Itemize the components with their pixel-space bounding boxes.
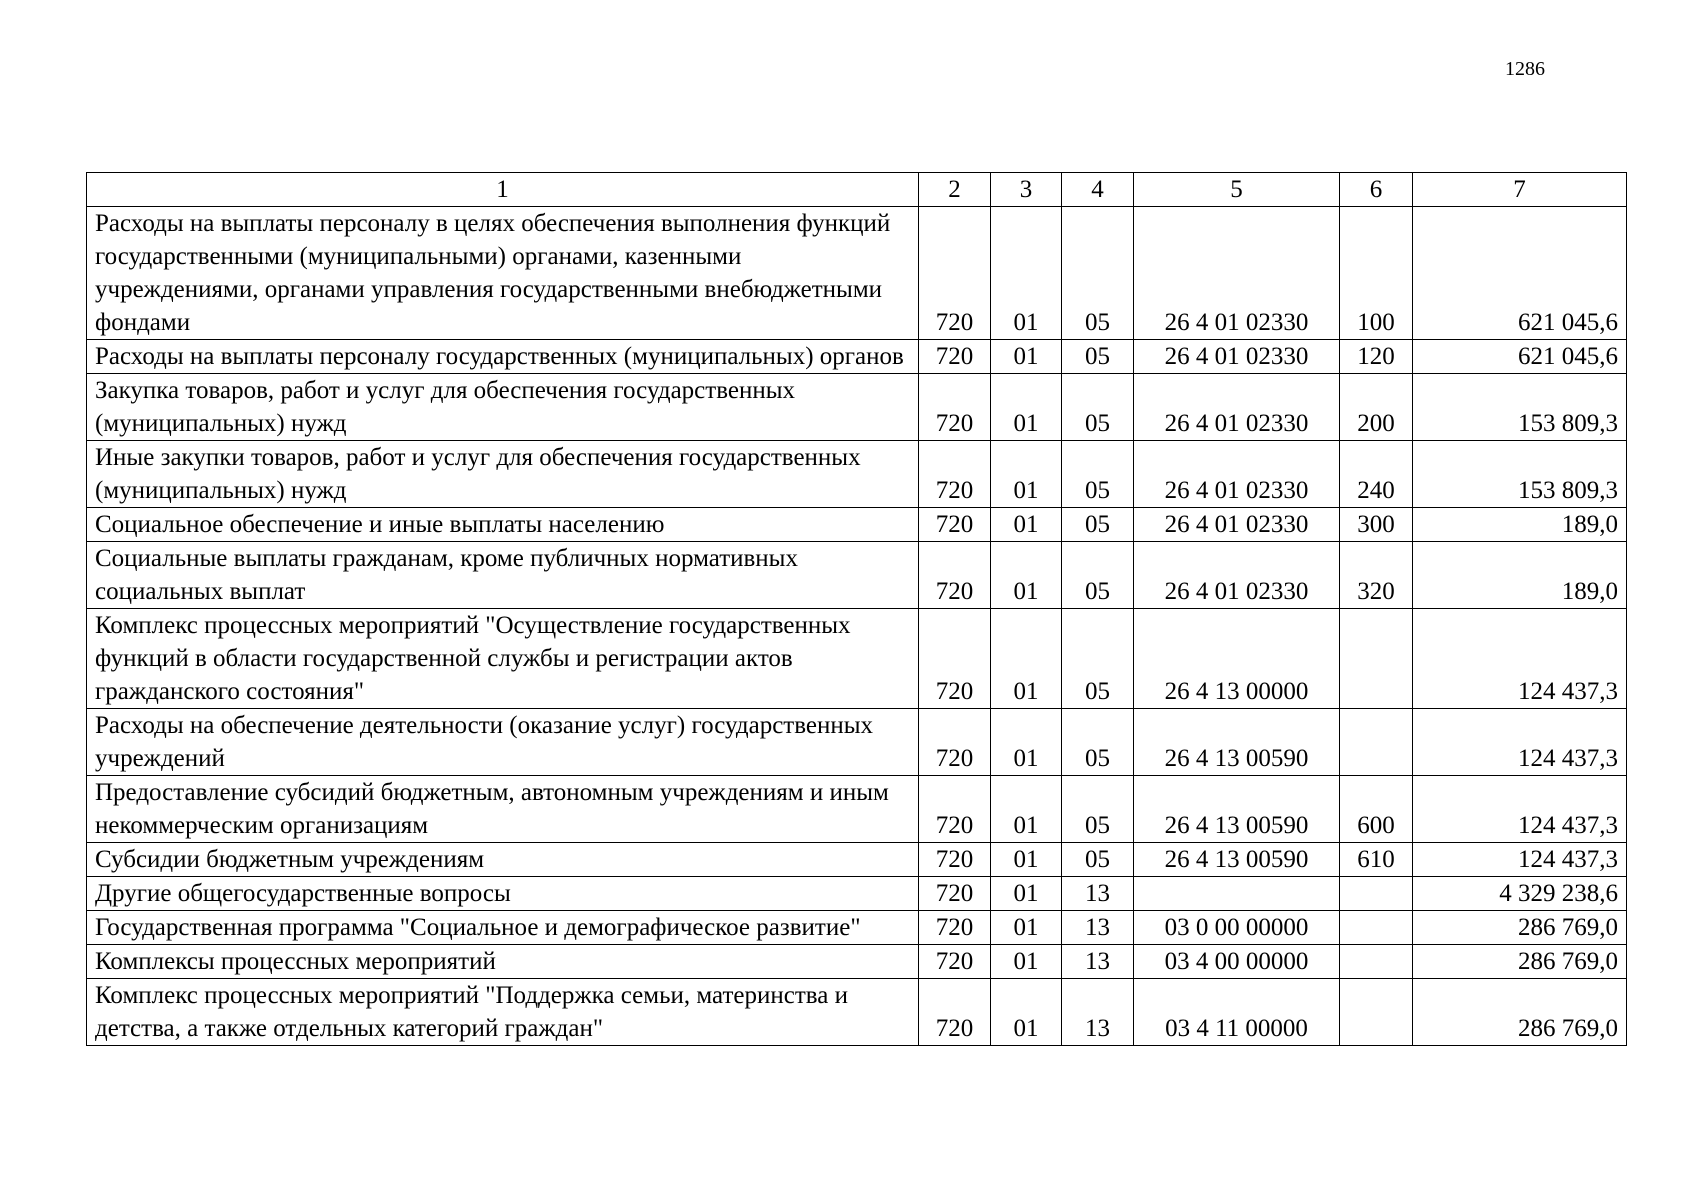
expense-type-code — [1340, 609, 1413, 709]
ministry-code: 720 — [919, 776, 991, 843]
column-header: 1 — [87, 173, 919, 207]
target-article-code — [1134, 877, 1340, 911]
row-name: Расходы на выплаты персоналу в целях обеспечения выполнения функций государственными (муниципальными) органами, казенными учреждениями, органами управления государственными внебюджетными фондами — [87, 207, 919, 340]
table-row — [87, 945, 1627, 979]
expense-type-code: 320 — [1340, 542, 1413, 609]
row-name: Комплекс процессных мероприятий "Поддержка семьи, материнства и детства, а также отдельных категорий граждан" — [87, 979, 919, 1046]
table-row — [87, 776, 1627, 843]
target-article-code: 26 4 13 00590 — [1134, 843, 1340, 877]
expense-type-code: 120 — [1340, 340, 1413, 374]
ministry-code: 720 — [919, 979, 991, 1046]
amount: 189,0 — [1413, 542, 1627, 609]
expense-type-code — [1340, 911, 1413, 945]
subsection-code: 13 — [1062, 979, 1134, 1046]
row-name: Комплексы процессных мероприятий — [87, 945, 919, 979]
table-row — [87, 843, 1627, 877]
section-code: 01 — [991, 207, 1062, 340]
section-code: 01 — [991, 709, 1062, 776]
ministry-code: 720 — [919, 508, 991, 542]
amount: 286 769,0 — [1413, 911, 1627, 945]
expense-type-code — [1340, 709, 1413, 776]
row-name: Расходы на выплаты персоналу государственных (муниципальных) органов — [87, 340, 919, 374]
amount: 153 809,3 — [1413, 441, 1627, 508]
column-header: 2 — [919, 173, 991, 207]
table-row — [87, 441, 1627, 508]
subsection-code: 13 — [1062, 911, 1134, 945]
target-article-code: 03 4 11 00000 — [1134, 979, 1340, 1046]
section-code: 01 — [991, 441, 1062, 508]
column-header: 7 — [1413, 173, 1627, 207]
section-code: 01 — [991, 776, 1062, 843]
ministry-code: 720 — [919, 911, 991, 945]
section-code: 01 — [991, 542, 1062, 609]
section-code: 01 — [991, 843, 1062, 877]
table-row — [87, 340, 1627, 374]
section-code: 01 — [991, 945, 1062, 979]
row-name: Закупка товаров, работ и услуг для обеспечения государственных (муниципальных) нужд — [87, 374, 919, 441]
subsection-code: 05 — [1062, 340, 1134, 374]
section-code: 01 — [991, 911, 1062, 945]
section-code: 01 — [991, 609, 1062, 709]
column-header: 6 — [1340, 173, 1413, 207]
subsection-code: 05 — [1062, 508, 1134, 542]
row-name: Другие общегосударственные вопросы — [87, 877, 919, 911]
expense-type-code — [1340, 877, 1413, 911]
amount: 153 809,3 — [1413, 374, 1627, 441]
row-name: Предоставление субсидий бюджетным, автономным учреждениям и иным некоммерческим организациям — [87, 776, 919, 843]
ministry-code: 720 — [919, 945, 991, 979]
amount: 124 437,3 — [1413, 776, 1627, 843]
header-row — [87, 173, 1627, 207]
ministry-code: 720 — [919, 374, 991, 441]
amount: 621 045,6 — [1413, 340, 1627, 374]
ministry-code: 720 — [919, 877, 991, 911]
target-article-code: 26 4 13 00590 — [1134, 709, 1340, 776]
section-code: 01 — [991, 508, 1062, 542]
target-article-code: 03 4 00 00000 — [1134, 945, 1340, 979]
amount: 189,0 — [1413, 508, 1627, 542]
section-code: 01 — [991, 877, 1062, 911]
expense-type-code: 300 — [1340, 508, 1413, 542]
ministry-code: 720 — [919, 609, 991, 709]
target-article-code: 26 4 13 00000 — [1134, 609, 1340, 709]
table-row — [87, 542, 1627, 609]
target-article-code: 26 4 01 02330 — [1134, 374, 1340, 441]
ministry-code: 720 — [919, 542, 991, 609]
row-name: Социальные выплаты гражданам, кроме публичных нормативных социальных выплат — [87, 542, 919, 609]
target-article-code: 26 4 01 02330 — [1134, 508, 1340, 542]
section-code: 01 — [991, 374, 1062, 441]
target-article-code: 03 0 00 00000 — [1134, 911, 1340, 945]
amount: 286 769,0 — [1413, 979, 1627, 1046]
amount: 286 769,0 — [1413, 945, 1627, 979]
subsection-code: 05 — [1062, 709, 1134, 776]
ministry-code: 720 — [919, 843, 991, 877]
amount: 124 437,3 — [1413, 709, 1627, 776]
ministry-code: 720 — [919, 441, 991, 508]
section-code: 01 — [991, 979, 1062, 1046]
row-name: Государственная программа "Социальное и демографическое развитие" — [87, 911, 919, 945]
row-name: Комплекс процессных мероприятий "Осуществление государственных функций в области государственной службы и регистрации актов гражданского состояния" — [87, 609, 919, 709]
ministry-code: 720 — [919, 340, 991, 374]
subsection-code: 05 — [1062, 843, 1134, 877]
section-code: 01 — [991, 340, 1062, 374]
expense-type-code — [1340, 945, 1413, 979]
expense-type-code: 100 — [1340, 207, 1413, 340]
table-row — [87, 911, 1627, 945]
target-article-code: 26 4 13 00590 — [1134, 776, 1340, 843]
budget-table — [86, 172, 1627, 1046]
ministry-code: 720 — [919, 207, 991, 340]
subsection-code: 13 — [1062, 945, 1134, 979]
subsection-code: 05 — [1062, 441, 1134, 508]
subsection-code: 05 — [1062, 207, 1134, 340]
table-row — [87, 609, 1627, 709]
expense-type-code: 200 — [1340, 374, 1413, 441]
subsection-code: 05 — [1062, 374, 1134, 441]
row-name: Иные закупки товаров, работ и услуг для обеспечения государственных (муниципальных) нужд — [87, 441, 919, 508]
subsection-code: 05 — [1062, 542, 1134, 609]
table-row — [87, 709, 1627, 776]
table-row — [87, 508, 1627, 542]
subsection-code: 05 — [1062, 609, 1134, 709]
target-article-code: 26 4 01 02330 — [1134, 207, 1340, 340]
table-row — [87, 374, 1627, 441]
column-header: 3 — [991, 173, 1062, 207]
expense-type-code: 240 — [1340, 441, 1413, 508]
amount: 124 437,3 — [1413, 843, 1627, 877]
column-header: 4 — [1062, 173, 1134, 207]
table-row — [87, 207, 1627, 340]
page-number: 1286 — [1505, 58, 1545, 80]
expense-type-code: 600 — [1340, 776, 1413, 843]
amount: 4 329 238,6 — [1413, 877, 1627, 911]
column-header: 5 — [1134, 173, 1340, 207]
subsection-code: 13 — [1062, 877, 1134, 911]
table-row — [87, 877, 1627, 911]
row-name: Социальное обеспечение и иные выплаты населению — [87, 508, 919, 542]
expense-type-code: 610 — [1340, 843, 1413, 877]
table-row — [87, 979, 1627, 1046]
ministry-code: 720 — [919, 709, 991, 776]
row-name: Расходы на обеспечение деятельности (оказание услуг) государственных учреждений — [87, 709, 919, 776]
amount: 124 437,3 — [1413, 609, 1627, 709]
target-article-code: 26 4 01 02330 — [1134, 542, 1340, 609]
expense-type-code — [1340, 979, 1413, 1046]
row-name: Субсидии бюджетным учреждениям — [87, 843, 919, 877]
subsection-code: 05 — [1062, 776, 1134, 843]
target-article-code: 26 4 01 02330 — [1134, 441, 1340, 508]
target-article-code: 26 4 01 02330 — [1134, 340, 1340, 374]
amount: 621 045,6 — [1413, 207, 1627, 340]
